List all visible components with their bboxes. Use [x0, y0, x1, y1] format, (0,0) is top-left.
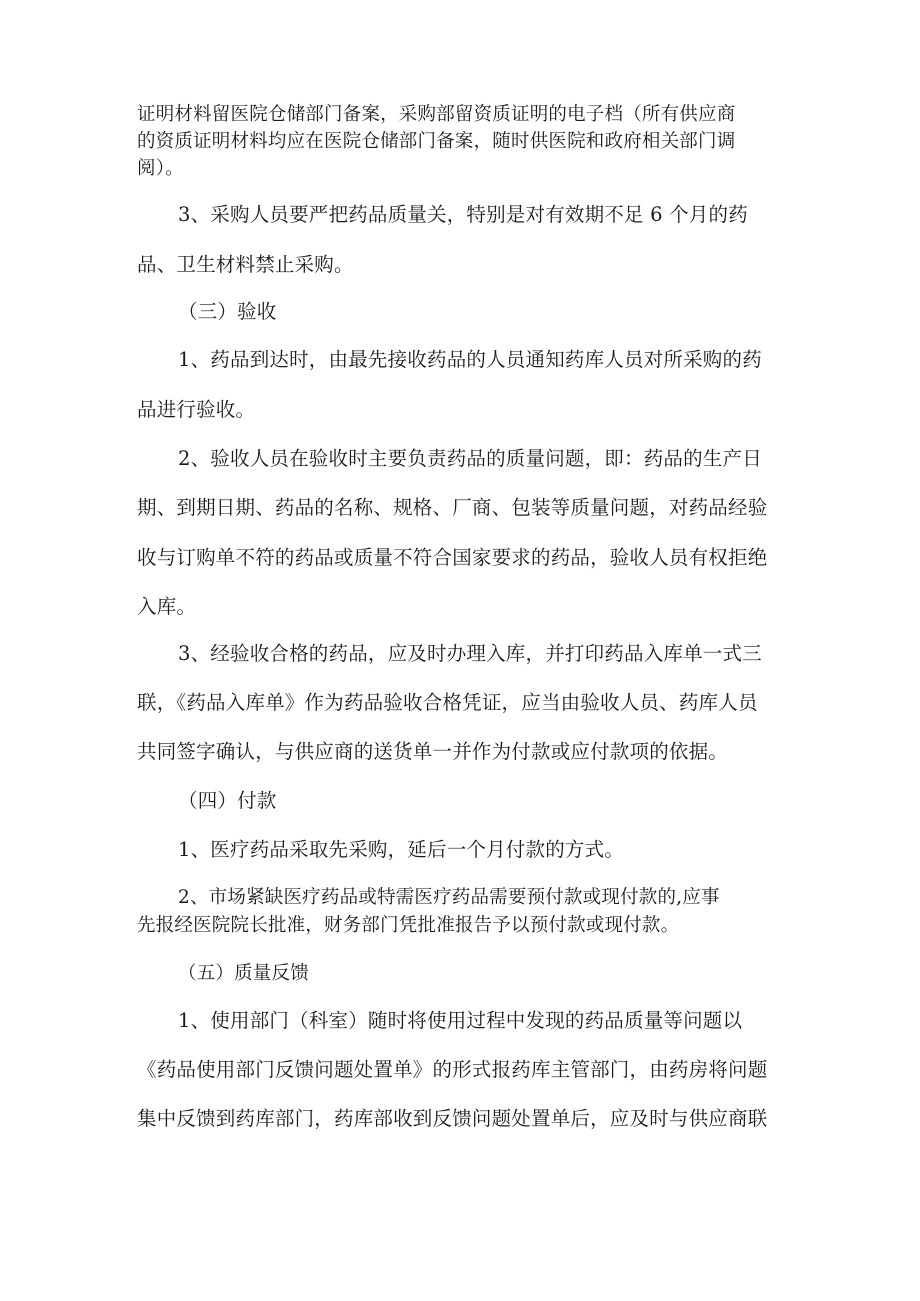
section-heading: （三）验收	[178, 300, 277, 323]
paragraph-line: 2、市场紧缺医疗药品或特需医疗药品需要预付款或现付款的,应事	[178, 887, 720, 908]
paragraph-line: 3、采购人员要严把药品质量关，特别是对有效期不足 6 个月的药	[178, 203, 748, 226]
paragraph-line: 联，《药品入库单》作为药品验收合格凭证，应当由验收人员、药库人员	[137, 691, 758, 714]
paragraph-line: 期、到期日期、药品的名称、规格、厂商、包装等质量问题，对药品经验	[137, 496, 768, 519]
paragraph-line: 品进行验收。	[137, 398, 256, 421]
paragraph-line: 1、药品到达时，由最先接收药品的人员通知药库人员对所采购的药	[178, 348, 762, 371]
paragraph-line: 集中反馈到药库部门，药库部收到反馈问题处置单后，应及时与供应商联	[137, 1107, 768, 1130]
paragraph-line: 品、卫生材料禁止采购。	[137, 253, 354, 276]
section-heading: （四）付款	[178, 789, 277, 812]
section-heading: （五）质量反馈	[178, 963, 309, 984]
paragraph-line: 1、医疗药品采取先采购，延后一个月付款的方式。	[178, 838, 625, 861]
paragraph-line: 1、使用部门（科室）随时将使用过程中发现的药品质量等问题以	[178, 1009, 743, 1032]
paragraph-line: 3、经验收合格的药品，应及时办理入库，并打印药品入库单一式三	[178, 642, 762, 665]
paragraph-line: 先报经医院院长批准，财务部门凭批准报告予以预付款或现付款。	[137, 915, 680, 936]
paragraph-line: 入库。	[137, 595, 197, 618]
paragraph-line: 2、验收人员在验收时主要负责药品的质量问题，即：药品的生产日	[178, 447, 762, 470]
paragraph-line: 《药品使用部门反馈问题处置单》的形式报药库主管部门，由药房将问题	[137, 1058, 768, 1081]
paragraph-line: 证明材料留医院仓储部门备案，采购部留资质证明的电子档（所有供应商	[137, 104, 736, 125]
paragraph-line: 的资质证明材料均应在医院仓储部门备案，随时供医院和政府相关部门调	[137, 131, 736, 152]
paragraph-line: 收与订购单不符的药品或质量不符合国家要求的药品，验收人员有权拒绝	[137, 546, 768, 569]
paragraph-line: 共同签字确认，与供应商的送货单一并作为付款或应付款项的依据。	[137, 740, 729, 763]
paragraph-line: 阅）。	[137, 158, 184, 179]
